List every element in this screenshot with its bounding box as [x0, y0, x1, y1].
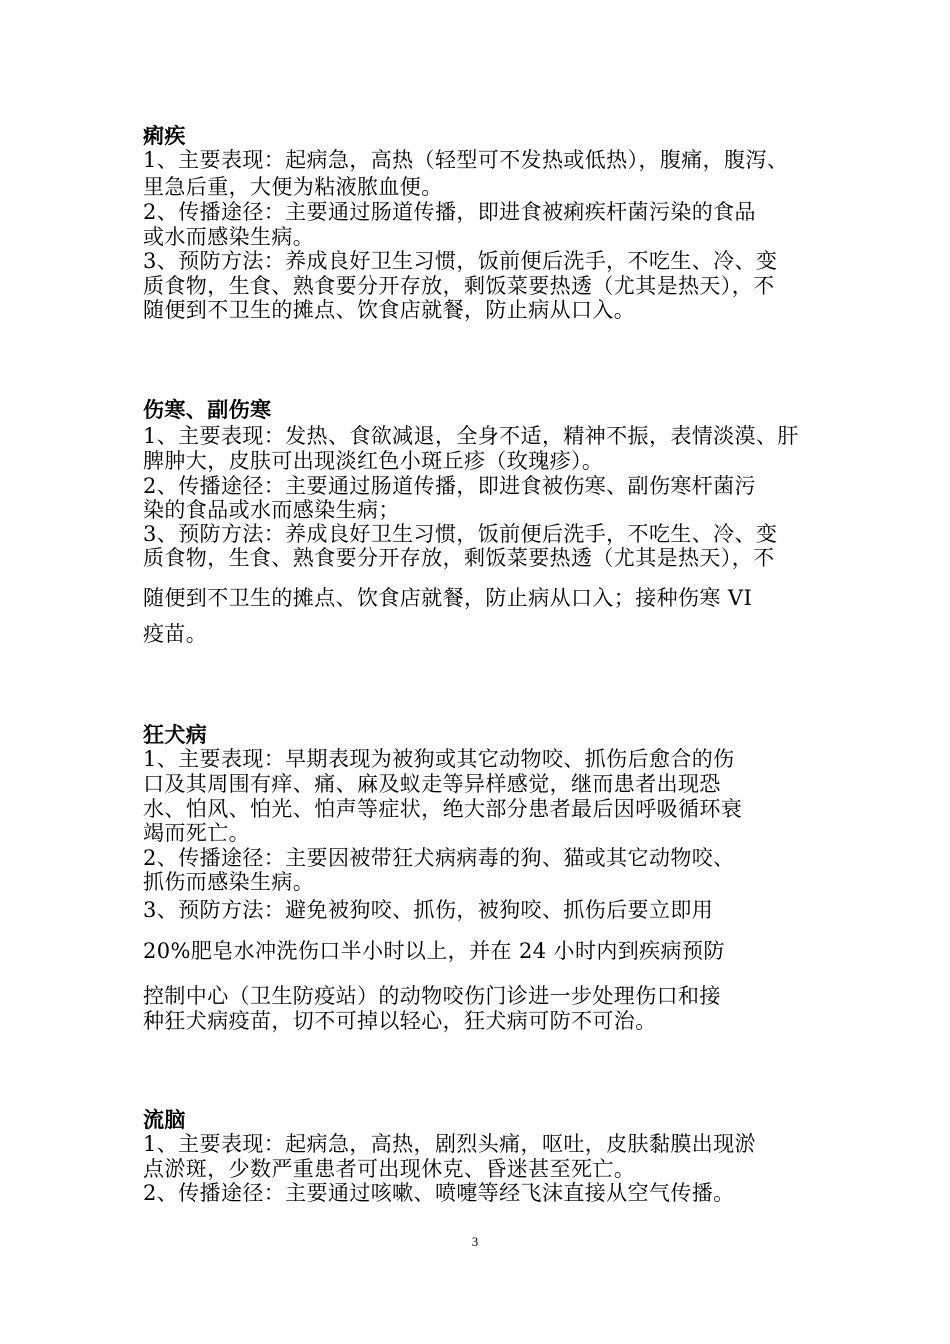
- dysentery-line: 随便到不卫生的摊点、饮食店就餐，防止病从口入。: [143, 298, 636, 322]
- dysentery-line: 里急后重，大便为粘液脓血便。: [143, 175, 443, 199]
- dysentery-line: 2、传播途径：主要通过肠道传播，即进食被痢疾杆菌污染的食品: [143, 200, 756, 224]
- rabies-line: 3、预防方法：避免被狗咬、抓伤，被狗咬、抓伤后要立即用: [143, 898, 714, 922]
- typhoid-line: 疫苗。: [143, 622, 208, 646]
- meningitis-line: 1、主要表现：起病急，高热，剧烈头痛，呕吐，皮肤黏膜出现淤: [143, 1132, 756, 1156]
- section-title-rabies: 狂犬病: [143, 722, 208, 747]
- rabies-line: 口及其周围有痒、痛、麻及蚁走等异样感觉，继而患者出现恐: [143, 772, 721, 796]
- rabies-line: 控制中心（卫生防疫站）的动物咬伤门诊进一步处理伤口和接: [143, 984, 721, 1008]
- rabies-line: 2、传播途径：主要因被带狂犬病病毒的狗、猫或其它动物咬、: [143, 846, 735, 870]
- meningitis-line: 2、传播途径：主要通过咳嗽、喷嚏等经飞沫直接从空气传播。: [143, 1181, 735, 1205]
- dysentery-line: 或水而感染生病。: [143, 225, 315, 249]
- rabies-line: 竭而死亡。: [143, 821, 250, 845]
- dysentery-line: 1、主要表现：起病急，高热（轻型可不发热或低热），腹痛，腹泻、: [143, 148, 789, 172]
- typhoid-line: 脾肿大，皮肤可出现淡红色小斑丘疹（玫瑰疹）。: [143, 449, 604, 473]
- rabies-line: 20%肥皂水冲洗伤口半小时以上，并在 24 小时内到疾病预防: [143, 939, 725, 963]
- typhoid-line: 随便到不卫生的摊点、饮食店就餐，防止病从口入；接种伤寒 VI: [143, 586, 753, 610]
- typhoid-line: 2、传播途径：主要通过肠道传播，即进食被伤寒、副伤寒杆菌污: [143, 474, 756, 498]
- typhoid-line: 质食物，生食、熟食要分开存放，剩饭菜要热透（尤其是热天），不: [143, 546, 775, 570]
- typhoid-line: 染的食品或水而感染生病；: [143, 498, 400, 522]
- rabies-line: 1、主要表现：早期表现为被狗或其它动物咬、抓伤后愈合的伤: [143, 747, 735, 771]
- page-number: 3: [471, 1234, 479, 1249]
- section-title-dysentery: 痢疾: [143, 123, 186, 148]
- typhoid-line: 3、预防方法：养成良好卫生习惯，饭前便后洗手，不吃生、冷、变: [143, 522, 778, 546]
- rabies-line: 抓伤而感染生病。: [143, 870, 315, 894]
- rabies-line: 种狂犬病疫苗，切不可掉以轻心，狂犬病可防不可治。: [143, 1009, 657, 1033]
- section-title-typhoid: 伤寒、副伤寒: [143, 397, 272, 422]
- typhoid-line: 1、主要表现：发热、食欲减退，全身不适，精神不振，表情淡漠、肝: [143, 424, 799, 448]
- rabies-line: 水、怕风、怕光、怕声等症状，绝大部分患者最后因呼吸循环衰: [143, 797, 743, 821]
- dysentery-line: 质食物，生食、熟食要分开存放，剩饭菜要热透（尤其是热天），不: [143, 274, 775, 298]
- section-title-meningitis: 流脑: [143, 1107, 186, 1132]
- dysentery-line: 3、预防方法：养成良好卫生习惯，饭前便后洗手，不吃生、冷、变: [143, 249, 778, 273]
- meningitis-line: 点淤斑，少数严重患者可出现休克、昏迷甚至死亡。: [143, 1157, 636, 1181]
